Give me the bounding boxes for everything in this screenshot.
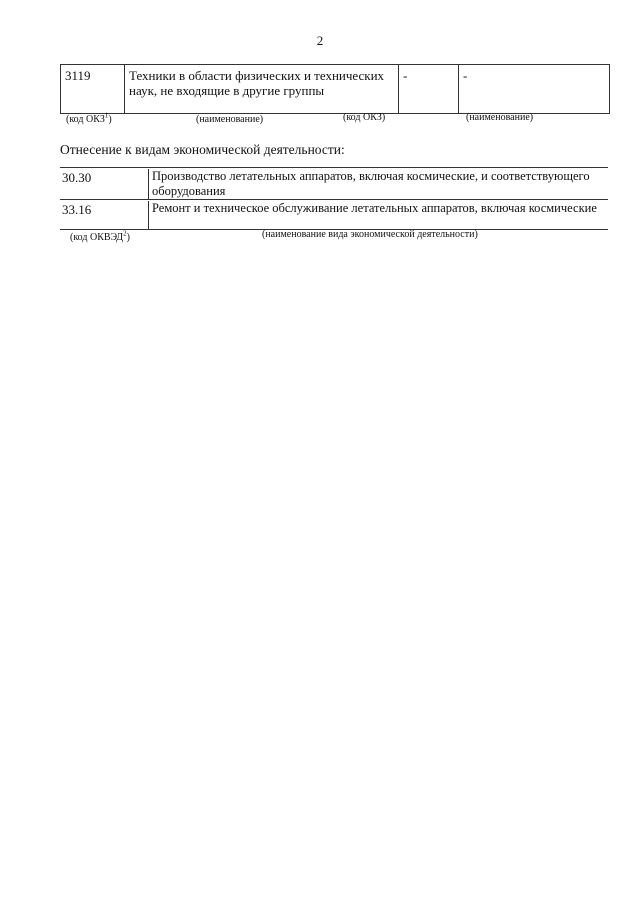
okved-description: Производство летательных аппаратов, включая космические, и соответствующего оборудования — [148, 169, 604, 200]
okved-desc-caption: (наименование вида экономической деятельности) — [262, 229, 478, 240]
okved-table — [60, 167, 608, 230]
footnote-marker: 1 — [104, 111, 109, 120]
page-number: 2 — [316, 33, 324, 48]
okz-code2-caption: (код ОКЗ) — [343, 112, 386, 123]
okved-code: 30.30 — [62, 170, 92, 185]
footnote-marker: 2 — [123, 229, 127, 238]
okz-name2-caption: (наименование) — [466, 112, 534, 123]
okved-code-caption-text: (код ОКВЭД — [70, 232, 124, 243]
okved-row — [60, 167, 608, 199]
okz-code-caption-text: (код ОКЗ — [66, 114, 105, 125]
okved-code: 33.16 — [62, 202, 92, 217]
okz-extra-name-cell: - — [458, 65, 609, 113]
okz-code-cell: 3119 — [65, 68, 91, 83]
okz-name-cell: Техники в области физических и технических наук, не входящие в другие группы — [124, 65, 398, 113]
okved-description: Ремонт и техническое обслуживание летательных аппаратов, включая космические — [148, 201, 604, 230]
okved-row — [60, 199, 608, 230]
okz-extra-code-cell: - — [398, 65, 458, 113]
okved-code-caption — [70, 229, 130, 243]
okz-table — [60, 64, 610, 114]
okz-code-caption — [66, 111, 112, 125]
okved-code-caption-close: ) — [126, 232, 130, 243]
okved-section-title: Отнесение к видам экономической деятельности: — [60, 142, 345, 157]
okz-code-caption-close: ) — [108, 114, 112, 125]
okz-name-caption: (наименование) — [196, 114, 264, 125]
